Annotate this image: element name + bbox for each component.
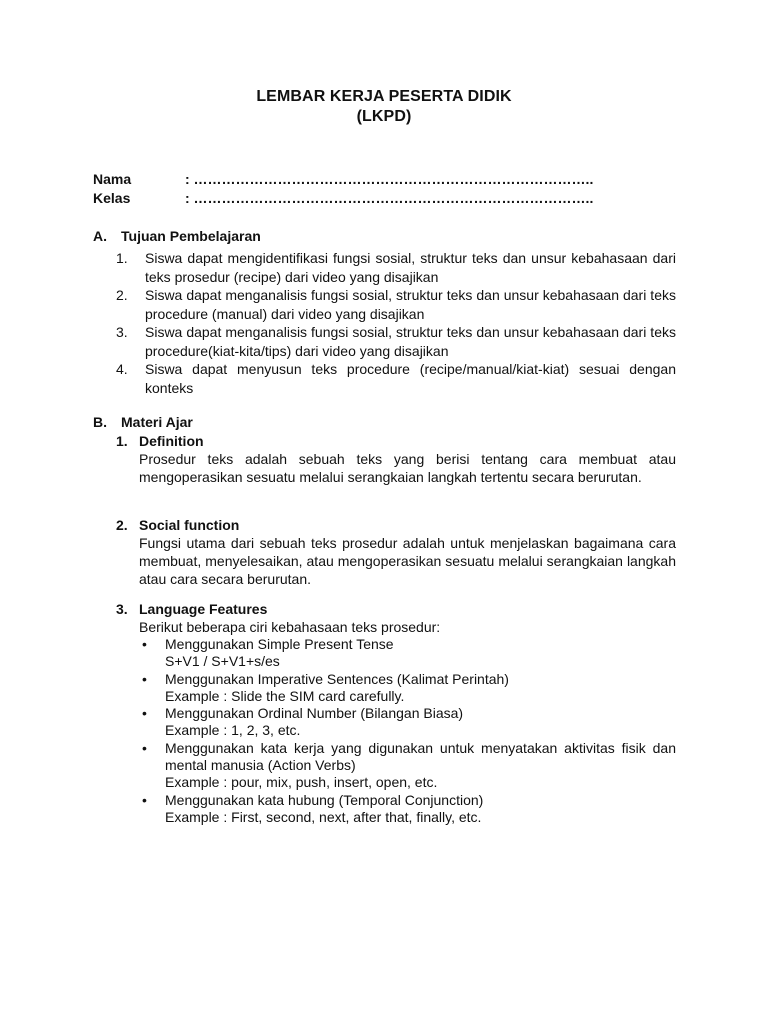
- definition-heading: 1. Definition: [116, 433, 204, 449]
- name-label: Nama: [93, 171, 132, 187]
- page-title: LEMBAR KERJA PESERTA DIDIK: [256, 88, 512, 105]
- bullet-icon: •: [142, 670, 147, 687]
- language-features-intro: Berikut beberapa ciri kebahasaan teks prosedur:: [139, 619, 441, 635]
- language-features-heading: 3. Language Features: [116, 601, 268, 617]
- section-a-title: Tujuan Pembelajaran: [121, 228, 261, 244]
- definition-text: Prosedur teks adalah sebuah teks yang berisi tentang cara membuat atau mengoperasikan sesuatu melalui serangkaian langkah tertentu secara berurutan.: [139, 451, 676, 485]
- section-b-letter: B.: [93, 414, 107, 430]
- list-item: • Menggunakan kata hubung (Temporal Conjunction) Example : First, second, next, after that, finally, etc.: [139, 792, 676, 827]
- page-subtitle: (LKPD): [356, 108, 412, 125]
- name-field: [93, 171, 593, 187]
- social-function-heading: 2. Social function: [116, 517, 240, 533]
- bullet-icon: •: [142, 636, 147, 652]
- class-label: Kelas: [93, 190, 131, 206]
- section-b-title: Materi Ajar: [121, 414, 193, 430]
- list-item: 4. Siswa dapat menyusun teks procedure (recipe/manual/kiat-kiat) sesuai dengan konteks: [116, 361, 676, 396]
- language-features-list: [139, 636, 676, 826]
- social-function-text: Fungsi utama dari sebuah teks prosedur adalah untuk menjelaskan bagaimana cara membuat, menyelesaikan, atau mengoperasikan sesuatu melalui serangkaian langkah atau cara secara berurutan.: [139, 535, 676, 587]
- learning-objectives-list: [116, 249, 676, 397]
- list-item: • Menggunakan Simple Present Tense S+V1 / S+V1+s/es: [139, 636, 676, 671]
- definition-block: [116, 433, 676, 486]
- name-blank: : …………………………………………………………………………..: [185, 171, 594, 187]
- list-item: • Menggunakan Ordinal Number (Bilangan Biasa) Example : 1, 2, 3, etc.: [139, 705, 676, 740]
- section-b-heading: [93, 414, 193, 430]
- list-item: • Menggunakan Imperative Sentences (Kalimat Perintah) Example : Slide the SIM card carefully.: [139, 671, 676, 706]
- section-a-heading: [93, 228, 261, 244]
- bullet-icon: •: [142, 739, 147, 756]
- list-item: 3. Siswa dapat menganalisis fungsi sosial, struktur teks dan unsur kebahasaan dari teks procedure(kiat-kita/tips) dari video yang disajikan: [116, 324, 676, 359]
- list-item: • Menggunakan kata kerja yang digunakan untuk menyatakan aktivitas fisik dan mental manusia (Action Verbs) Example : pour, mix, push, insert, open, etc.: [139, 740, 676, 792]
- list-item: 2. Siswa dapat menganalisis fungsi sosial, struktur teks dan unsur kebahasaan dari teks procedure (manual) dari video yang disajikan: [116, 287, 676, 322]
- language-features-block: [116, 601, 676, 826]
- section-a-letter: A.: [93, 228, 107, 244]
- bullet-icon: •: [142, 791, 147, 808]
- class-field: [93, 190, 593, 206]
- bullet-icon: •: [142, 705, 147, 722]
- class-blank: : …………………………………………………………………………..: [185, 190, 594, 206]
- social-function-block: [116, 517, 676, 588]
- list-item: 1. Siswa dapat mengidentifikasi fungsi sosial, struktur teks dan unsur kebahasaan dari teks prosedur (recipe) dari video yang disajikan: [116, 250, 676, 285]
